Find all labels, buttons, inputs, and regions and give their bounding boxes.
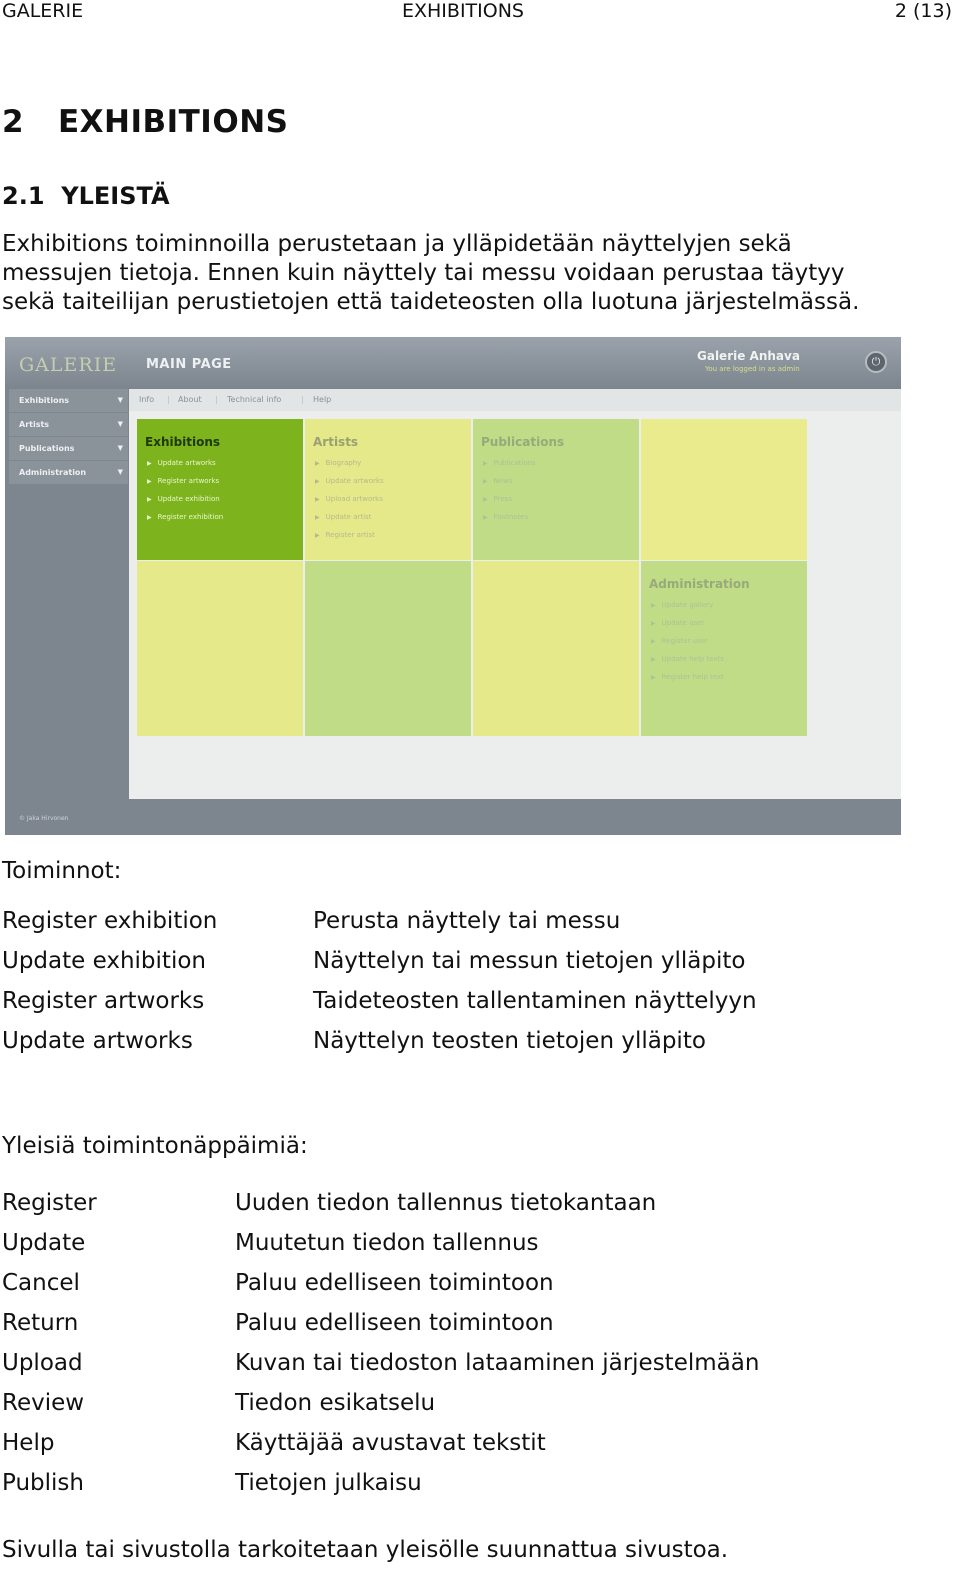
tab-info[interactable]: Info — [139, 395, 155, 404]
tile-publications[interactable] — [473, 419, 639, 560]
sidebar-item-publications[interactable]: Publications ▼ — [9, 437, 128, 460]
sidebar-item-exhibitions[interactable]: Exhibitions ▼ — [9, 389, 128, 412]
tile-link[interactable]: ▶ Register help text — [651, 673, 724, 681]
tile-link[interactable]: ▶ Press — [483, 495, 513, 503]
tile-link[interactable]: ▶ Register artist — [315, 531, 375, 539]
sidebar-item-administration[interactable]: Administration ▼ — [9, 461, 128, 484]
gallery-name: Galerie Anhava — [697, 349, 800, 363]
keys-title: Yleisiä toimintonäppäimiä: — [2, 1133, 308, 1159]
tile-link[interactable]: ▶ Update artworks — [315, 477, 384, 485]
tile-link[interactable]: ▶ Upload artworks — [315, 495, 383, 503]
chevron-down-icon: ▼ — [117, 420, 123, 428]
page-number: 2 (13) — [894, 0, 952, 22]
main-page-link[interactable]: MAIN PAGE — [146, 357, 232, 372]
tab-separator: | — [167, 395, 170, 404]
tile-empty — [305, 561, 471, 736]
tile-link[interactable]: ▶ Update user — [651, 619, 705, 627]
chevron-down-icon: ▼ — [117, 468, 123, 476]
tile-title: Publications — [481, 435, 565, 449]
tile-link[interactable]: ▶ Footnotes — [483, 513, 529, 521]
tab-separator: | — [301, 395, 304, 404]
tile-link[interactable]: ▶ Update artworks — [147, 459, 216, 467]
tile-link[interactable]: ▶ Update artist — [315, 513, 372, 521]
tab-technical-info[interactable]: Technical info — [227, 395, 282, 404]
tab-about[interactable]: About — [178, 395, 202, 404]
functions-title: Toiminnot: — [2, 858, 122, 884]
app-sidebar — [9, 389, 128, 485]
login-status: You are logged in as admin — [705, 365, 800, 373]
app-topbar — [5, 337, 901, 389]
page-header — [0, 0, 960, 24]
header-center: EXHIBITIONS — [402, 0, 524, 22]
copyright: © Jaka Hirvonen — [19, 815, 69, 822]
tile-link[interactable]: ▶ Register user — [651, 637, 708, 645]
tile-link[interactable]: ▶ Register artworks — [147, 477, 220, 485]
intro-line: sekä taiteilijan perustietojen että taideteosten olla luotuna järjestelmässä. — [2, 289, 860, 315]
tile-administration[interactable] — [641, 561, 807, 736]
tile-link[interactable]: ▶ Publications — [483, 459, 536, 467]
sidebar-item-artists[interactable]: Artists ▼ — [9, 413, 128, 436]
power-icon[interactable]: ⏻ — [865, 351, 887, 373]
intro-line: Exhibitions toiminnoilla perustetaan ja ylläpidetään näyttelyjen sekä — [2, 231, 792, 257]
intro-line: messujen tietoja. Ennen kuin näyttely tai messu voidaan perustaa täytyy — [2, 260, 845, 286]
tile-empty — [473, 561, 639, 736]
tile-exhibitions[interactable] — [137, 419, 303, 560]
subsection-title: 2.1 YLEISTÄ — [2, 182, 170, 210]
tab-help[interactable]: Help — [313, 395, 332, 404]
app-footer — [5, 799, 901, 835]
chevron-down-icon: ▼ — [117, 444, 123, 452]
intro-paragraph — [2, 230, 952, 317]
tile-link[interactable]: ▶ Update exhibition — [147, 495, 220, 503]
tile-title: Artists — [313, 435, 359, 449]
tile-title: Administration — [649, 577, 750, 591]
header-left: GALERIE — [2, 0, 84, 22]
app-screenshot — [5, 337, 901, 835]
tile-artists[interactable] — [305, 419, 471, 560]
tile-empty — [137, 561, 303, 736]
section-title: 2 EXHIBITIONS — [2, 104, 289, 140]
tile-link[interactable]: ▶ Update help texts — [651, 655, 725, 663]
tile-link[interactable]: ▶ Register exhibition — [147, 513, 224, 521]
tile-title: Exhibitions — [145, 435, 221, 449]
tile-link[interactable]: ▶ Biography — [315, 459, 362, 467]
tile-link[interactable]: ▶ News — [483, 477, 513, 485]
chevron-down-icon: ▼ — [117, 396, 123, 404]
app-tabs — [129, 389, 901, 411]
app-logo: GALERIE — [19, 354, 118, 376]
closing-note: Sivulla tai sivustolla tarkoitetaan yleisölle suunnattua sivustoa. — [2, 1537, 729, 1563]
tile-empty — [641, 419, 807, 560]
tile-link[interactable]: ▶ Update gallery — [651, 601, 714, 609]
app-content — [129, 389, 901, 799]
tab-separator: | — [215, 395, 218, 404]
